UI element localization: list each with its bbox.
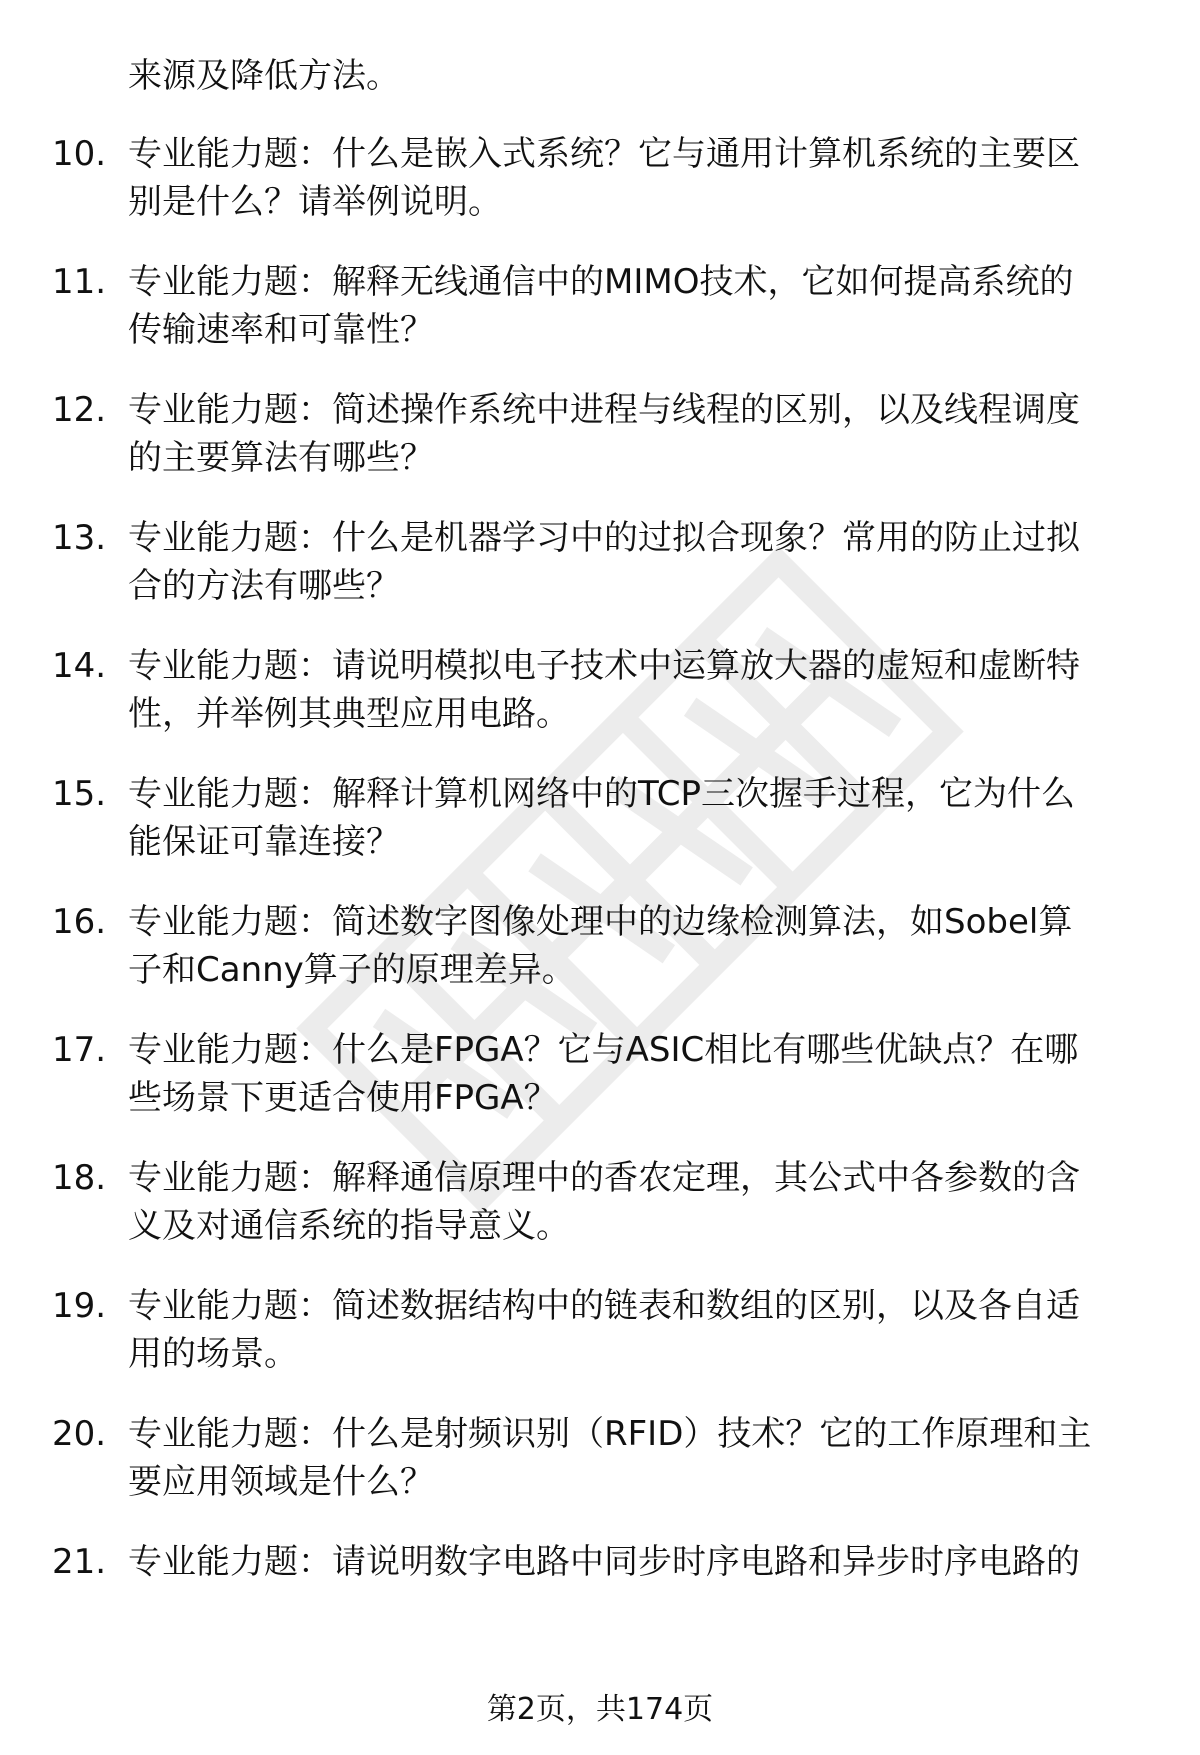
continuation-text: 来源及降低方法。 xyxy=(128,56,400,96)
item-text-line: 性，并举例其典型应用电路。 xyxy=(128,694,570,734)
list-item xyxy=(0,1154,1200,1250)
item-text-line: 专业能力题：解释计算机网络中的TCP三次握手过程，它为什么 xyxy=(128,774,1076,814)
item-number: 16. xyxy=(52,902,107,942)
item-text-line: 专业能力题：什么是射频识别（RFID）技术？它的工作原理和主 xyxy=(128,1414,1092,1454)
item-number: 13. xyxy=(52,518,107,558)
list-item xyxy=(0,514,1200,610)
item-number: 21. xyxy=(52,1542,107,1582)
item-text-line: 用的场景。 xyxy=(128,1334,298,1374)
item-text-line: 专业能力题：什么是FPGA？它与ASIC相比有哪些优缺点？在哪 xyxy=(128,1030,1079,1070)
item-text-line: 要应用领域是什么？ xyxy=(128,1462,434,1502)
page-footer: 第2页，共174页 xyxy=(486,1692,714,1727)
list-item xyxy=(0,1282,1200,1378)
item-text-line: 专业能力题：请说明模拟电子技术中运算放大器的虚短和虚断特 xyxy=(128,646,1080,686)
item-text-line: 合的方法有哪些？ xyxy=(128,566,400,606)
item-number: 17. xyxy=(52,1030,107,1070)
list-item xyxy=(0,770,1200,866)
item-text-line: 别是什么？请举例说明。 xyxy=(128,182,502,222)
item-text-line: 的主要算法有哪些？ xyxy=(128,438,434,478)
item-text-line: 传输速率和可靠性？ xyxy=(128,310,434,350)
item-text-line: 专业能力题：简述操作系统中进程与线程的区别，以及线程调度 xyxy=(128,390,1080,430)
list-item xyxy=(0,642,1200,738)
item-number: 11. xyxy=(52,262,107,302)
list-item xyxy=(0,1538,1200,1586)
item-text-line: 能保证可靠连接？ xyxy=(128,822,400,862)
list-item xyxy=(0,1026,1200,1122)
document-content xyxy=(0,52,1200,1586)
item-number: 15. xyxy=(52,774,107,814)
item-text-line: 子和Canny算子的原理差异。 xyxy=(128,950,576,990)
item-number: 12. xyxy=(52,390,107,430)
item-number: 14. xyxy=(52,646,107,686)
item-number: 20. xyxy=(52,1414,107,1454)
list-item xyxy=(0,386,1200,482)
item-text-line: 专业能力题：简述数据结构中的链表和数组的区别，以及各自适 xyxy=(128,1286,1080,1326)
list-item xyxy=(0,1410,1200,1506)
list-item xyxy=(0,898,1200,994)
item-number: 19. xyxy=(52,1286,107,1326)
item-text-line: 专业能力题：什么是机器学习中的过拟合现象？常用的防止过拟 xyxy=(128,518,1080,558)
list-item xyxy=(0,258,1200,354)
list-item xyxy=(0,130,1200,226)
item-text-line: 专业能力题：请说明数字电路中同步时序电路和异步时序电路的 xyxy=(128,1542,1080,1582)
item-text-line: 些场景下更适合使用FPGA？ xyxy=(128,1078,558,1118)
item-text-line: 专业能力题：简述数字图像处理中的边缘检测算法，如Sobel算 xyxy=(128,902,1073,942)
item-text-line: 专业能力题：解释无线通信中的MIMO技术，它如何提高系统的 xyxy=(128,262,1074,302)
item-text-line: 专业能力题：什么是嵌入式系统？它与通用计算机系统的主要区 xyxy=(128,134,1080,174)
item-number: 18. xyxy=(52,1158,107,1198)
item-text-line: 义及对通信系统的指导意义。 xyxy=(128,1206,570,1246)
item-text-line: 专业能力题：解释通信原理中的香农定理，其公式中各参数的含 xyxy=(128,1158,1080,1198)
item-number: 10. xyxy=(52,134,107,174)
